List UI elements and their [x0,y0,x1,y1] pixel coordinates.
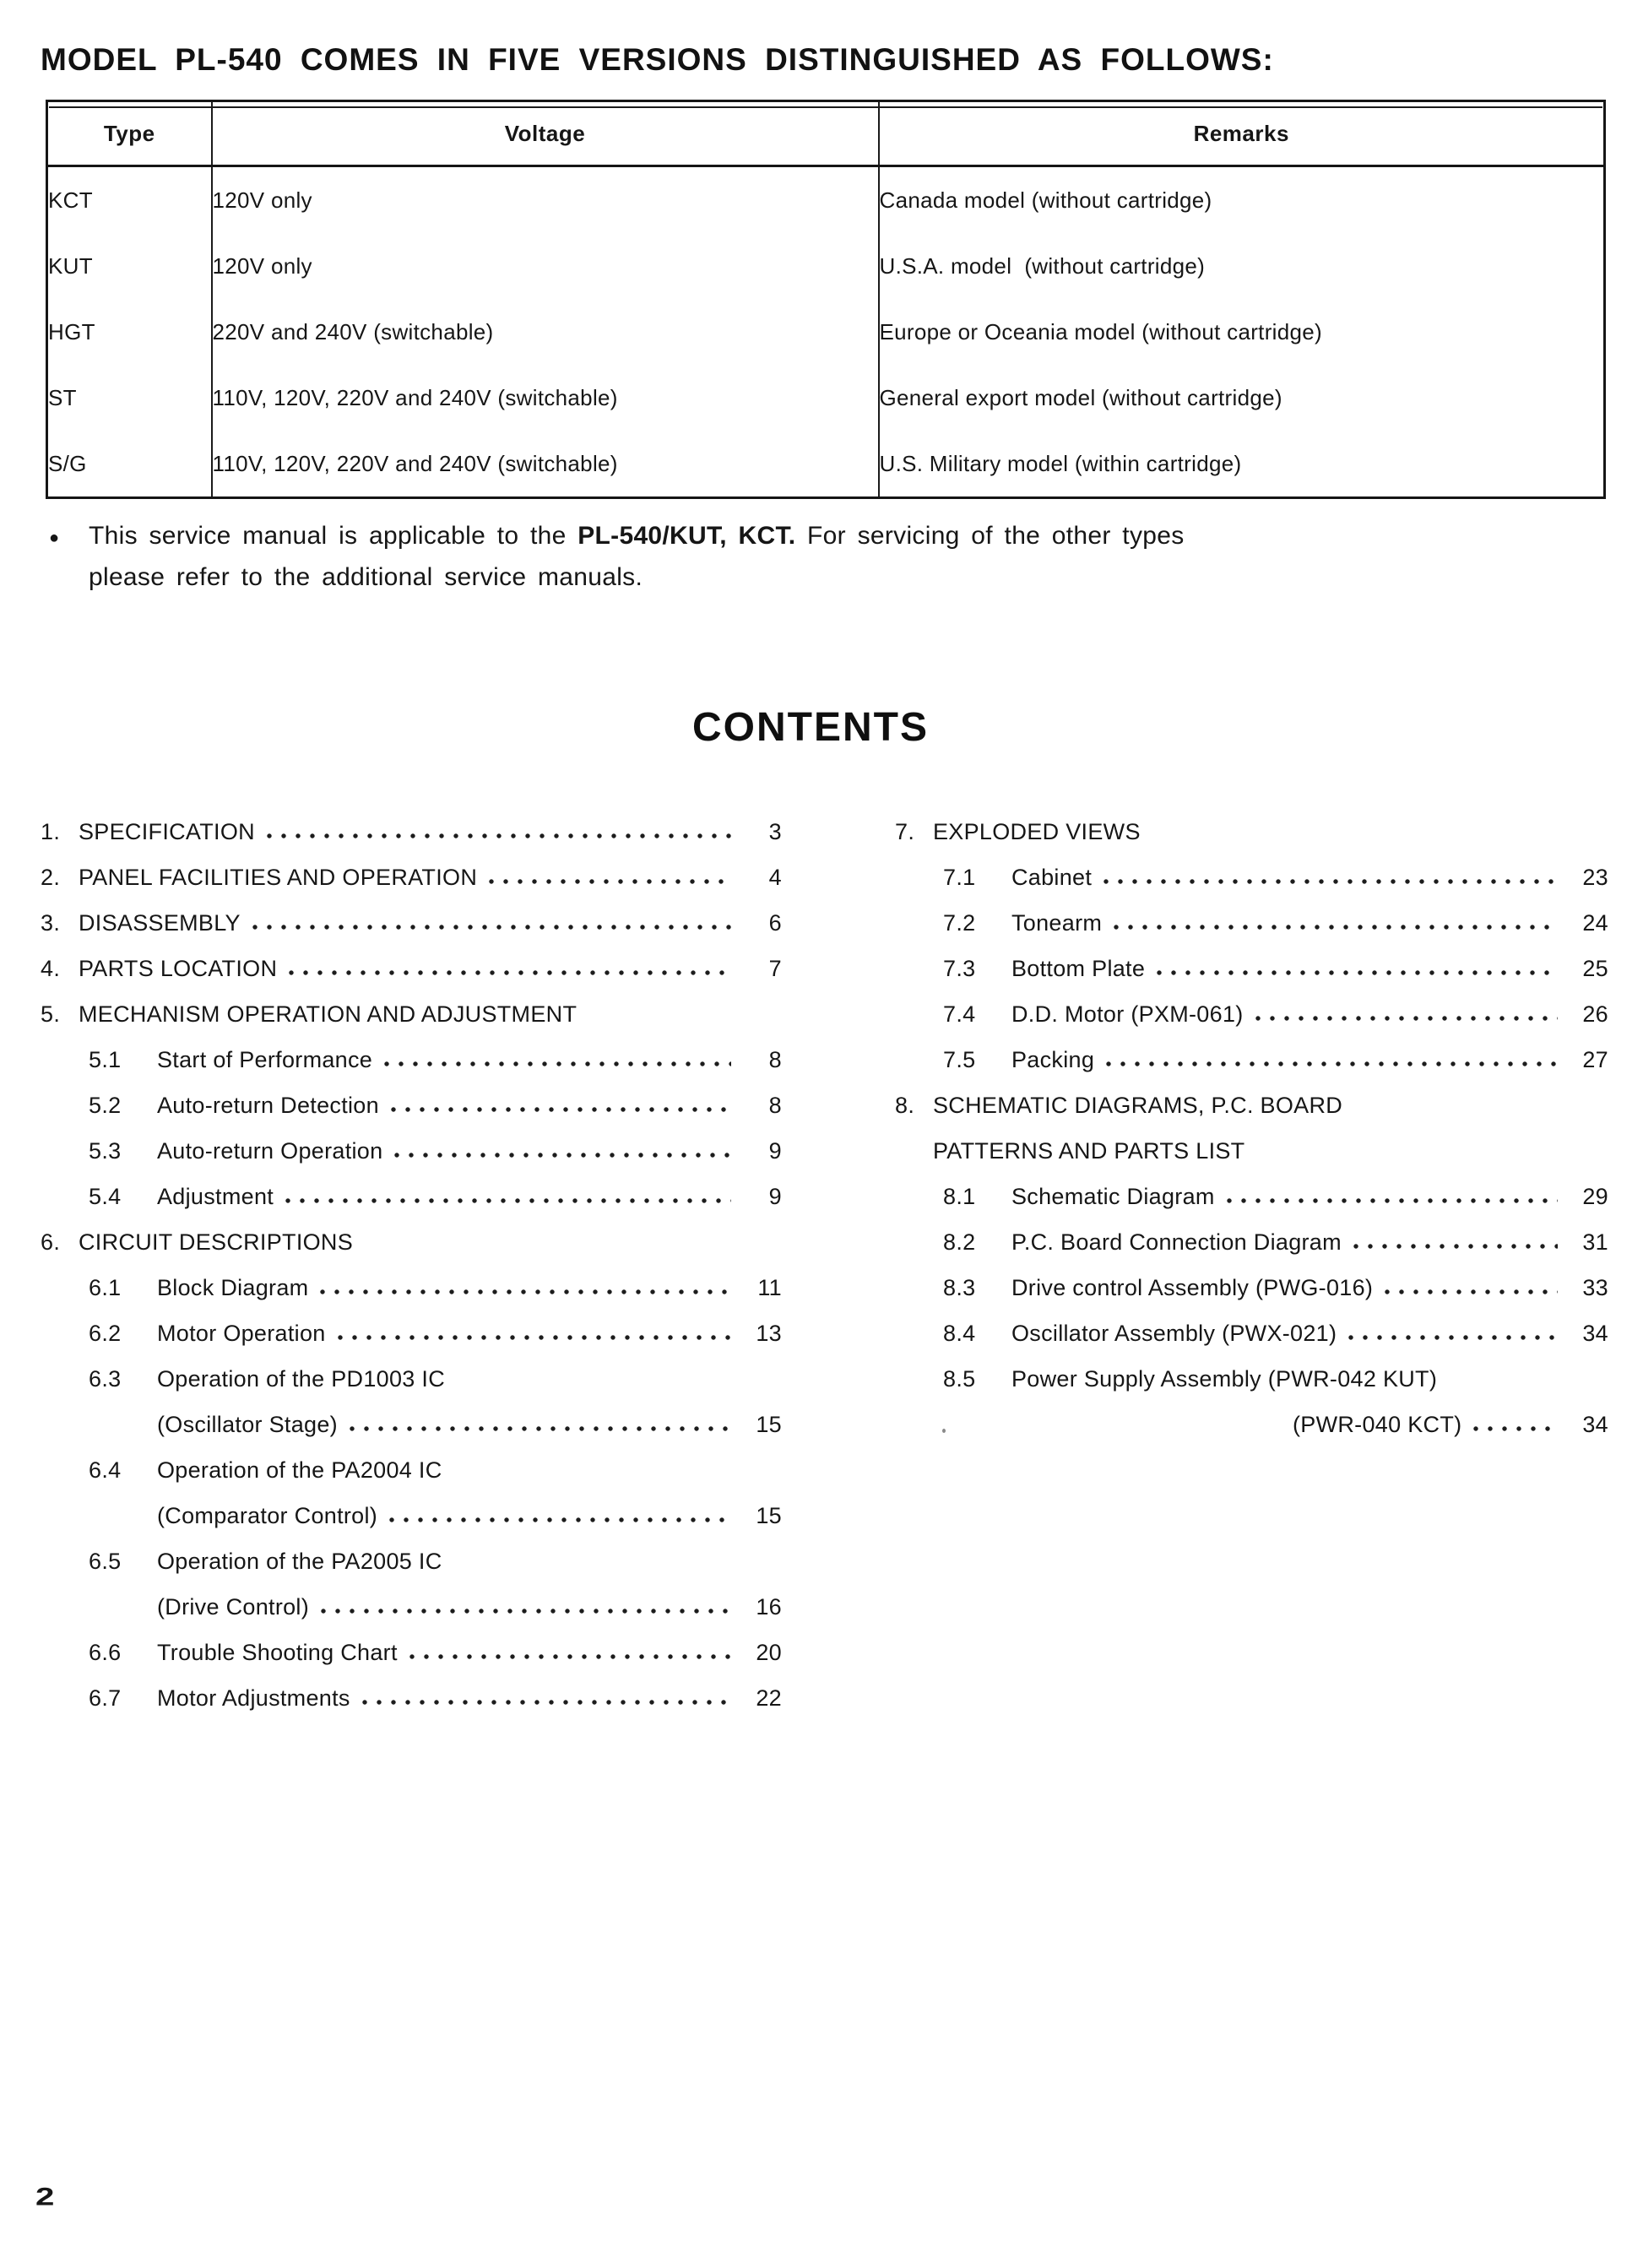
type-cell: KCT [48,187,93,213]
toc-entry-page: 27 [1582,1047,1608,1072]
type-cell: ST [48,384,77,410]
dot-leader [409,1654,731,1660]
toc-entry [41,1356,782,1402]
note-line1-suffix: For servicing of the other types [795,522,1185,550]
toc-entry-label: PARTS LOCATION [79,956,278,981]
toc-entry-number: 6.3 [89,1366,122,1392]
toc-entry-page: 29 [1582,1184,1608,1209]
toc-entry-number: 7.5 [943,1047,976,1072]
toc-entry-number: 5.3 [89,1138,122,1164]
dot-leader [1353,1244,1558,1250]
toc-entry [41,1174,782,1219]
toc-entry [895,1265,1608,1310]
toc-entry-number: 8.3 [943,1275,976,1300]
toc-entry-page: 11 [757,1275,782,1300]
toc-section-header [41,991,782,1037]
dot-leader [338,1335,731,1341]
toc-entry-page: 4 [768,865,782,890]
toc-entry-page: 34 [1582,1321,1608,1346]
toc-section-header [41,1219,782,1265]
toc-entry-page: 8 [768,1093,782,1118]
toc-entry-label: Tonearm [1011,910,1103,936]
type-cell: S/G [48,450,87,476]
toc-entry-number: 7.2 [943,910,976,936]
toc-entry-number: 8.4 [943,1321,976,1346]
toc-entry [41,1128,782,1174]
dot-leader [350,1426,731,1432]
dot-leader [252,925,731,931]
toc-entry [895,900,1608,946]
toc-entry-continuation [41,1402,782,1447]
dot-leader [391,1107,731,1113]
toc-entry-page: 7 [768,956,782,981]
voltage-cell: 110V, 120V, 220V and 240V (switchable) [212,431,879,498]
toc-entry [41,1630,782,1675]
toc-entry-page: 9 [768,1138,782,1164]
type-cell: HGT [48,318,95,345]
toc-entry-label2: PATTERNS AND PARTS LIST [933,1138,1245,1164]
dot-leader [320,1289,731,1295]
toc-entry-label: Bottom Plate [1011,956,1146,981]
table-row [47,365,1605,431]
toc-entry-label: Power Supply Assembly (PWR-042 KUT) [1011,1366,1438,1392]
toc-entry-label: Operation of the PA2004 IC [157,1457,442,1483]
toc-entry-number: 5. [41,1001,61,1027]
toc-entry-label: PANEL FACILITIES AND OPERATION [79,865,478,890]
dot-leader [1157,970,1558,976]
toc-entry-page: 6 [768,910,782,936]
dot-leader [321,1609,731,1614]
toc-entry [41,1538,782,1584]
dot-leader [1255,1016,1558,1022]
dot-leader [1385,1289,1558,1295]
dot-leader [394,1153,731,1158]
toc-entry [895,1219,1608,1265]
toc-entry-label2: (Comparator Control) [157,1503,378,1528]
toc-entry [895,855,1608,900]
toc-entry-number: 8.1 [943,1184,976,1209]
toc-entry-label: Trouble Shooting Chart [157,1640,398,1665]
toc-entry-number: 4. [41,956,61,981]
toc-entry-number: 7.3 [943,956,976,981]
toc-entry-label: CIRCUIT DESCRIPTIONS [79,1229,354,1255]
toc-entry-number: 6.5 [89,1549,122,1574]
dot-leader [285,1198,731,1204]
toc-entry-number: 7.4 [943,1001,976,1027]
toc-entry-label: Cabinet [1011,865,1093,890]
toc-entry-label2: (Oscillator Stage) [157,1412,338,1437]
toc-entry-label: D.D. Motor (PXM-061) [1011,1001,1244,1027]
toc-entry-label: Operation of the PA2005 IC [157,1549,442,1574]
toc-entry-number: 8. [895,1093,915,1118]
toc-entry-number: 8.5 [943,1366,976,1392]
toc-entry [895,991,1608,1037]
toc-entry-page: 34 [1582,1412,1608,1437]
remarks-cell: U.S.A. model (without cartridge) [879,233,1605,299]
voltage-cell: 120V only [212,233,879,299]
toc-entry-number: 6.2 [89,1321,122,1346]
dot-leader [1106,1061,1558,1067]
dot-leader [1473,1426,1558,1432]
toc-section-header-continuation [895,1128,1608,1174]
toc-entry-number: 6. [41,1229,61,1255]
toc-entry-label2: (PWR-040 KCT) [1293,1412,1462,1437]
toc-entry [895,1356,1608,1402]
note-line1-model-codes: PL-540/KUT, KCT. [577,522,796,550]
toc-entry-page: 20 [756,1640,782,1665]
toc-entry [41,855,782,900]
toc-entry-page: 15 [756,1503,782,1528]
voltage-cell: 110V, 120V, 220V and 240V (switchable) [212,365,879,431]
page-number: 2 [35,2182,55,2211]
toc-entry-continuation [41,1584,782,1630]
toc-entry-page: 33 [1582,1275,1608,1300]
toc-entry-continuation [895,1402,1608,1447]
toc-section-header [895,1082,1608,1128]
scan-speck [942,1429,946,1433]
toc-section-header [895,809,1608,855]
column-header-voltage: Voltage [212,101,879,166]
dot-leader [1103,879,1558,885]
toc-entry [41,1037,782,1082]
toc-entry-label: SCHEMATIC DIAGRAMS, P.C. BOARD [933,1093,1343,1118]
toc-entry-number: 5.2 [89,1093,122,1118]
dot-leader [489,879,731,885]
toc-entry-page: 8 [768,1047,782,1072]
toc-left-column [41,809,782,1721]
dot-leader [1114,925,1558,931]
toc-entry-page: 24 [1582,910,1608,936]
toc-entry-label: Oscillator Assembly (PWX-021) [1011,1321,1337,1346]
toc-entry-label: Adjustment [157,1184,274,1209]
toc-entry [41,1675,782,1721]
toc-entry-label: Packing [1011,1047,1095,1072]
toc-right-column [895,809,1608,1447]
toc-entry-page: 26 [1582,1001,1608,1027]
table-row [47,431,1605,498]
toc-entry-page: 3 [768,819,782,844]
toc-entry-label: Motor Adjustments [157,1685,350,1711]
remarks-cell: Europe or Oceania model (without cartridge) [879,299,1605,365]
voltage-cell: 220V and 240V (switchable) [212,299,879,365]
column-header-remarks: Remarks [879,101,1605,166]
table-row [47,299,1605,365]
toc-entry-number: 2. [41,865,61,890]
type-cell: KUT [48,252,93,279]
toc-entry-label: Schematic Diagram [1011,1184,1215,1209]
note-line2: please refer to the additional service manuals. [89,563,643,591]
table-row [47,233,1605,299]
toc-entry [41,809,782,855]
table-row [47,166,1605,234]
toc-entry-page: 25 [1582,956,1608,981]
toc-entry [895,1310,1608,1356]
toc-entry-number: 7.1 [943,865,976,890]
toc-entry-label: DISASSEMBLY [79,910,241,936]
toc-entry-number: 1. [41,819,61,844]
toc-entry-label: Start of Performance [157,1047,373,1072]
toc-entry-number: 6.1 [89,1275,122,1300]
toc-entry-number: 6.6 [89,1640,122,1665]
dot-leader [289,970,731,976]
remarks-cell: General export model (without cartridge) [879,365,1605,431]
toc-entry-number: 7. [895,819,915,844]
toc-entry-label2: (Drive Control) [157,1594,310,1620]
contents-heading: CONTENTS [692,705,929,750]
note-line1-prefix: This service manual is applicable to the [89,522,578,550]
toc-entry [895,1037,1608,1082]
toc-entry-page: 9 [768,1184,782,1209]
remarks-cell: U.S. Military model (within cartridge) [879,431,1605,498]
note-text [89,515,1331,598]
dot-leader [267,833,731,839]
toc-entry [41,1447,782,1493]
dot-leader [1348,1335,1558,1341]
toc-entry-label: P.C. Board Connection Diagram [1011,1229,1342,1255]
toc-entry-number: 5.1 [89,1047,122,1072]
toc-entry-page: 13 [756,1321,782,1346]
toc-entry-page: 16 [756,1594,782,1620]
toc-entry-number: 8.2 [943,1229,976,1255]
toc-entry-label: Auto-return Operation [157,1138,383,1164]
toc-entry-number: 3. [41,910,61,936]
page-title: MODEL PL-540 COMES IN FIVE VERSIONS DISTINGUISHED AS FOLLOWS: [41,42,1274,77]
toc-entry [41,1082,782,1128]
versions-table [46,100,1606,499]
toc-entry-number: 6.4 [89,1457,122,1483]
dot-leader [362,1700,731,1706]
toc-entry-label: SPECIFICATION [79,819,255,844]
dot-leader [1227,1198,1558,1204]
toc-entry [41,900,782,946]
table-header-row [47,101,1605,166]
toc-entry [41,1265,782,1310]
toc-entry-label: Block Diagram [157,1275,309,1300]
toc-entry [895,946,1608,991]
toc-entry-number: 6.7 [89,1685,122,1711]
toc-entry-label: Operation of the PD1003 IC [157,1366,446,1392]
toc-entry [41,1310,782,1356]
toc-entry-number: 5.4 [89,1184,122,1209]
voltage-cell: 120V only [212,166,879,234]
toc-entry [895,1174,1608,1219]
applicability-note [47,515,1331,598]
toc-entry-label: Motor Operation [157,1321,326,1346]
toc-entry-page: 23 [1582,865,1608,890]
toc-entry-page: 15 [756,1412,782,1437]
toc-entry [41,946,782,991]
bullet-icon: ● [49,529,60,547]
column-header-type: Type [47,101,212,166]
toc-entry-continuation [41,1493,782,1538]
toc-entry-label: MECHANISM OPERATION AND ADJUSTMENT [79,1001,577,1027]
versions-table-grid [46,100,1606,499]
toc-entry-label: EXPLODED VIEWS [933,819,1141,844]
dot-leader [384,1061,731,1067]
remarks-cell: Canada model (without cartridge) [879,166,1605,234]
toc-entry-label: Drive control Assembly (PWG-016) [1011,1275,1374,1300]
toc-entry-page: 22 [756,1685,782,1711]
toc-entry-page: 31 [1582,1229,1608,1255]
dot-leader [389,1517,731,1523]
toc-entry-label: Auto-return Detection [157,1093,379,1118]
